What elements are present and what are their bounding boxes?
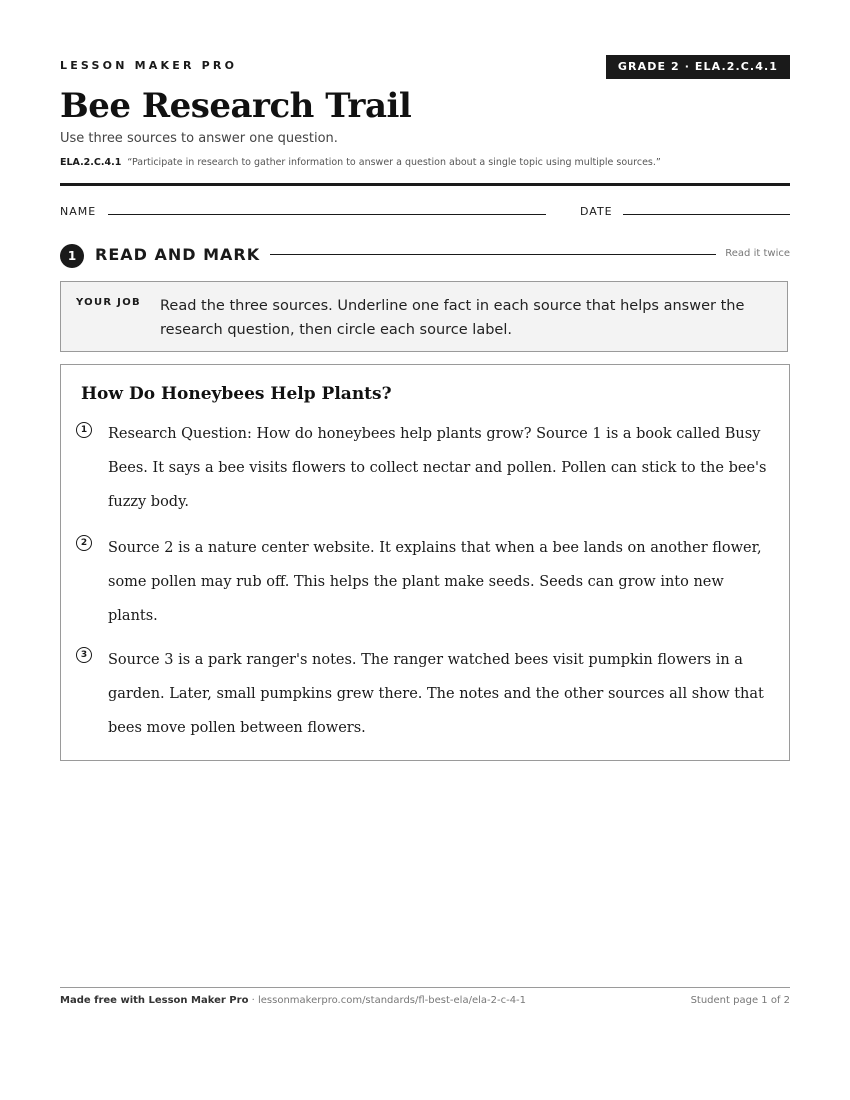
your-job-text: Read the three sources. Underline one fact in each source that helps answer the research question, then circle each source label. <box>160 298 745 338</box>
worksheet-title: Bee Research Trail <box>60 86 412 126</box>
passage-paragraph: Source 2 is a nature center website. It explains that when a bee lands on another flower, some pollen may rub off. This helps the plant make seeds. Seeds can grow into new plants. <box>108 540 762 624</box>
footer-credit <box>60 995 526 1006</box>
passage-box <box>60 364 790 761</box>
section-number-badge: 1 <box>60 244 84 268</box>
section-hint: Read it twice <box>725 248 790 259</box>
passage-paragraph: Source 3 is a park ranger's notes. The ranger watched bees visit pumpkin flowers in a garden. Later, small pumpkins grew there. The notes and the other sources all show that bees move pollen between flowers. <box>108 652 764 736</box>
brand-name: LESSON MAKER PRO <box>60 59 238 72</box>
name-label: NAME <box>60 205 97 218</box>
paragraph-number: 2 <box>76 535 92 551</box>
worksheet-subtitle: Use three sources to answer one question. <box>60 131 338 146</box>
your-job-label: YOUR JOB <box>76 297 141 308</box>
header-divider <box>60 183 790 186</box>
worksheet-page <box>60 0 790 1100</box>
date-field[interactable] <box>623 214 790 215</box>
passage-paragraph: Research Question: How do honeybees help plants grow? Source 1 is a book called Busy Bees. It says a bee visits flowers to collect nectar and pollen. Pollen can stick to the bee's fuzzy body. <box>108 426 767 510</box>
section-divider <box>270 254 716 255</box>
section-title: READ AND MARK <box>95 245 261 264</box>
paragraph-number: 1 <box>76 422 92 438</box>
footer-made-with: Made free with Lesson Maker Pro <box>60 995 249 1006</box>
your-job-box <box>60 281 788 352</box>
standard-code: ELA.2.C.4.1 <box>60 157 122 168</box>
footer-url[interactable]: · lessonmakerpro.com/standards/fl-best-ela/ela-2-c-4-1 <box>248 995 527 1006</box>
footer-divider <box>60 987 790 988</box>
standard-line <box>60 157 661 168</box>
passage-title: How Do Honeybees Help Plants? <box>81 384 392 404</box>
name-field[interactable] <box>108 214 546 215</box>
date-label: DATE <box>580 205 613 218</box>
page-indicator: Student page 1 of 2 <box>690 995 790 1006</box>
grade-badge: GRADE 2 · ELA.2.C.4.1 <box>606 55 790 79</box>
paragraph-number: 3 <box>76 647 92 663</box>
standard-text: “Participate in research to gather information to answer a question about a single topic using multiple sources.” <box>127 157 661 168</box>
